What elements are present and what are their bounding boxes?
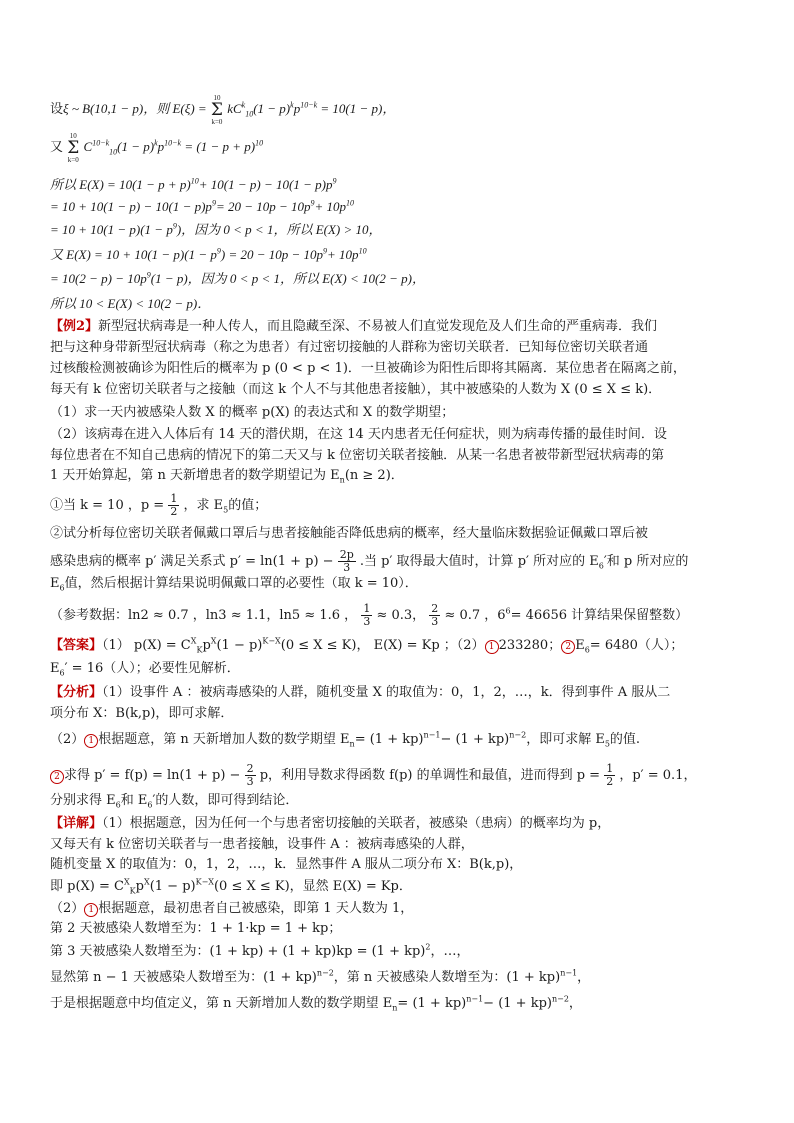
detail-line-9: 于是根据题意中均值定义，第 n 天新增加人数的数学期望 $E_n= (1 + kp)^{n-1}- (1 + kp)^{n-2}$， xyxy=(50,994,582,1013)
line-3: 所以 $E(X) = 10(1 - p + p)^{10}+ 10(1 - p) - 10(1 - p)p^9$ xyxy=(50,176,337,192)
reference-data: （参考数据：ln2 ≈ 0.7 ，ln3 ≈ 1.1，ln5 ≈ 1.6 ， $\frac{1}{3}$ ≈ 0.3， $\frac{2}{3}$ ≈ 0.7 ，$6^6= 46656$ 计算结果保留整数） xyxy=(50,602,689,628)
example-2-line-3: 过核酸检测被确诊为阳性后的概率为 p (0 < p < 1)．一旦被确诊为阳性后即将其隔离．某位患者在隔离之前， xyxy=(50,361,686,376)
fraction-one-half: $\frac{1}{2}$ xyxy=(606,762,614,788)
circled-number-1: 1 xyxy=(84,903,98,917)
answer-line-1: 【答案】（1） $p(X) = C^X_Kp^X(1 - p)^{K-X}(0 \le X \le K)$， E(X) = Kp ；（2） 1 233280； 2 $E_6= 6480$（人）； xyxy=(50,636,684,655)
detail-line-2: 又每天有 k 位密切关联者与一患者接触，设事件 A ：被病毒感染的人群， xyxy=(50,837,474,852)
question-2-line-2: 每位患者在不知自己患病的情况下的第二天又与 k 位密切关联者接触．从某一名患者被带新型冠状病毒的第 xyxy=(50,448,665,463)
question-2-case-1: ①当 k = 10 ，p = $\frac{1}{2}$ ，求 $E_5$的值； xyxy=(50,492,268,518)
detail-line-3: 随机变量 X 的取值为：0，1，2，…，k．显然事件 A 服从二项分布 X：B(k,p)， xyxy=(50,857,523,872)
sum-symbol: 10 Σ k=0 xyxy=(210,93,223,126)
question-2-case-2-line-2: 感染患病的概率 p′ 满足关系式 p′ = ln(1 + p) − $\frac{2p}{3}$ .当 p′ 取得最大值时，计算 p′ 所对应的 $E_6'$和 p 所对应的 xyxy=(50,548,689,574)
question-2-case-2: ②试分析每位密切关联者佩戴口罩后与患者接触能否降低患病的概率，经大量临床数据验证佩戴口罩后被 xyxy=(50,526,649,541)
example-2-line-1: 【例2】新型冠状病毒是一种人传人，而且隐藏至深、不易被人们直觉发现危及人们生命的严重病毒．我们 xyxy=(50,319,658,334)
analysis-line-5: 分别求得 $E_6$和 $E_6'$的人数，即可得到结论． xyxy=(50,793,299,810)
circled-number-1: 1 xyxy=(84,734,98,748)
line-4: = $10 + 10(1 - p) - 10(1 - p)p^9= 20 - 10p - 10p^9+ 10p^{10}$ xyxy=(50,198,355,214)
line-5: = $10 + 10(1 - p)(1 - p^9)$，因为 0 < p < 1，所以 E(X) > 10， xyxy=(50,221,382,237)
analysis-line-2: 项分布 X：B(k,p)，即可求解． xyxy=(50,706,234,721)
fraction-one-third: $\frac{1}{3}$ xyxy=(363,602,371,628)
question-2-line-3: 1 天开始算起，第 n 天新增患者的数学期望记为 $E_n(n \ge 2)$． xyxy=(50,468,404,485)
sum-symbol: 10 Σ k=0 xyxy=(67,131,80,164)
question-2-case-2-line-3: $E_6$值，然后根据计算结果说明佩戴口罩的必要性（取 k = 10）． xyxy=(50,576,418,593)
detail-line-5: （2） 1 根据题意，最初患者自己被感染，即第 1 天人数为 1， xyxy=(50,901,414,916)
answer-line-2: $E_6' = 16$（人）；必要性见解析． xyxy=(50,661,240,678)
circled-number-1: 1 xyxy=(485,640,499,654)
fraction-2p-over-3: $\frac{2p}{3}$ xyxy=(339,548,354,574)
fraction-two-thirds: $\frac{2}{3}$ xyxy=(431,602,439,628)
fraction-one-half: $\frac{1}{2}$ xyxy=(170,492,178,518)
circled-number-2: 2 xyxy=(561,640,575,654)
detail-line-4: 即 $p(X) = C^X_Kp^X(1 - p)^{K-X}(0 \le X \le K)$，显然 E(X) = Kp． xyxy=(50,877,412,896)
example-2-line-2: 把与这种身带新型冠状病毒（称之为患者）有过密切接触的人群称为密切关联者．已知每位密切关联者通 xyxy=(50,340,649,355)
line-7: = $10(2 - p) - 10p^9(1 - p)$，因为 0 < p < 1，所以 E(X) < 10(2 − p)， xyxy=(50,270,425,286)
example-2-line-4: 每天有 k 位密切关联者与之接触（而这 k 个人不与其他患者接触），其中被感染的人数为 X (0 ≤ X ≤ k)． xyxy=(50,382,662,397)
analysis-line-4: 2 求得 p′ = f(p) = ln(1 + p) − $\frac{2}{3}$ p，利用导数求得函数 f(p) 的单调性和最值，进而得到 p = $\frac{1}{2}$ ，p′ = 0.1， xyxy=(50,763,696,788)
analysis-line-3: （2） 1 根据题意，第 n 天新增加人数的数学期望 $E_n= (1 + kp)^{n-1}- (1 + kp)^{n-2}$，即可求解 $E_5$的值. xyxy=(50,730,641,749)
line-6: 又 $E(X) = 10 + 10(1 - p)(1 - p^9) = 20 - 10p - 10p^9+ 10p^{10}$ xyxy=(50,246,367,262)
circled-number-2: 2 xyxy=(50,770,64,784)
line-2: 又 10 Σ k=0 $C^{10-k}_{10}(1 - p)^kp^{10-k} = (1 - p + p)^{10}$ xyxy=(50,131,264,164)
analysis-line-1: 【分析】（1）设事件 A ：被病毒感染的人群，随机变量 X 的取值为：0，1，2，…，k．得到事件 A 服从二 xyxy=(50,685,671,700)
line-8: 所以 10 < E(X) < 10(2 − p)． xyxy=(50,296,211,311)
detail-line-8: 显然第 n − 1 天被感染人数增至为：(1 + kp)$^{n-2}$，第 n 天被感染人数增至为：(1 + kp)$^{n-1}$， xyxy=(50,968,591,985)
fraction-two-thirds: $\frac{2}{3}$ xyxy=(246,762,254,788)
question-2-line-1: （2）该病毒在进入人体后有 14 天的潜伏期，在这 14 天内患者无任何症状，则为病毒传播的最佳时间．设 xyxy=(50,427,667,442)
question-1: （1）求一天内被感染人数 X 的概率 p(X) 的表达式和 X 的数学期望； xyxy=(50,405,455,420)
detail-line-6: 第 2 天被感染人数增至为：1 + 1·kp = 1 + kp； xyxy=(50,921,342,936)
detail-line-1: 【详解】（1）根据题意，因为任何一个与患者密切接触的关联者，被感染（患病）的概率均为 p， xyxy=(50,816,611,831)
line-1: 设ξ ~ B(10,1 − p)，则 E(ξ) = 10 Σ k=0 $kC^k_{10}(1 - p)^kp^{10-k} = 10(1 - p)$， xyxy=(50,93,396,126)
detail-line-7: 第 3 天被感染人数增至为：(1 + kp) + (1 + kp)kp = (1 + kp)$^2$，…， xyxy=(50,942,470,959)
